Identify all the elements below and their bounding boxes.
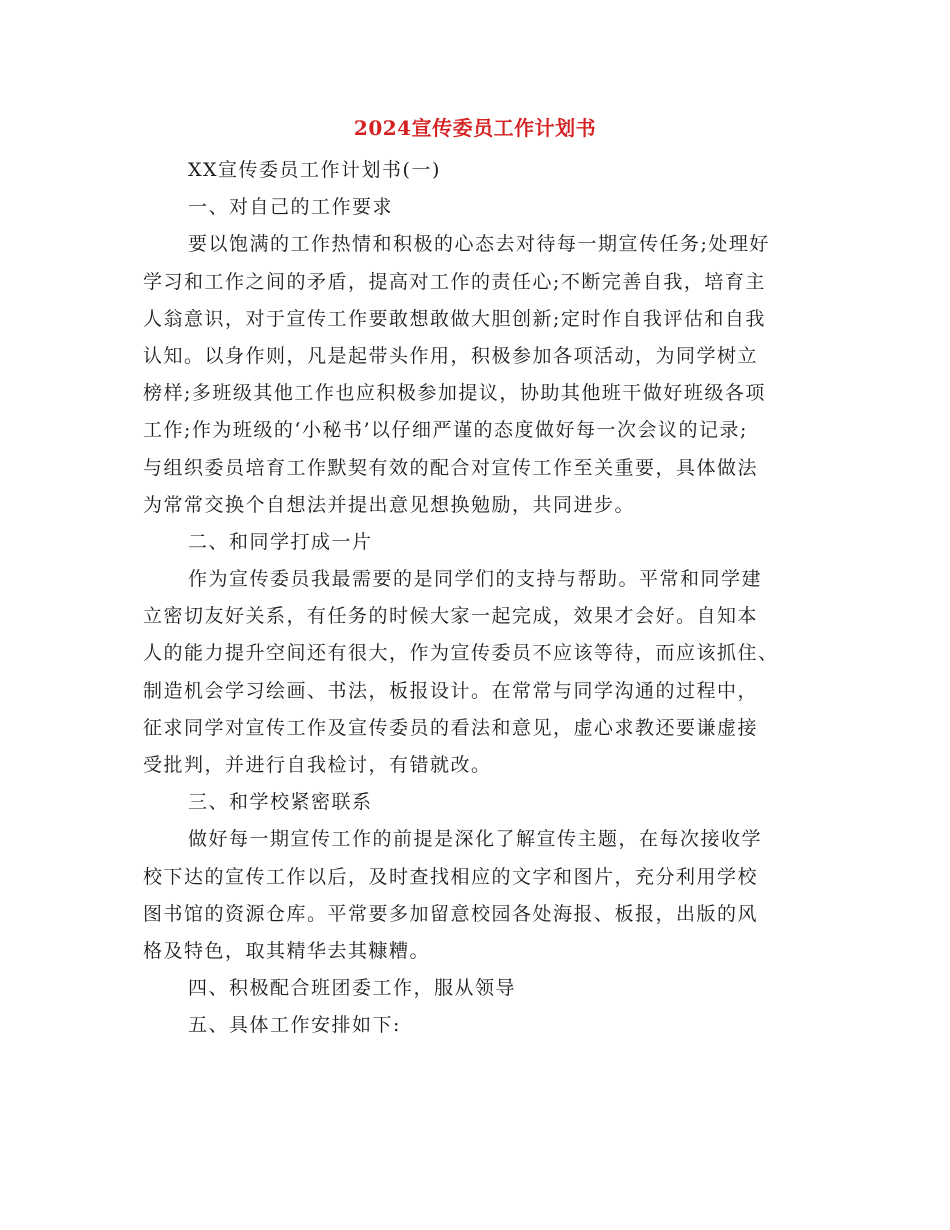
section-heading-1: 一、对自己的工作要求: [188, 196, 394, 219]
paragraph-line: 人翁意识，对于宣传工作要敢想敢做大胆创新;定时作自我评估和自我: [143, 307, 766, 330]
paragraph-line: 征求同学对宣传工作及宣传委员的看法和意见，虚心求教还要谦虚接: [143, 716, 759, 739]
section-heading-4: 四、积极配合班团委工作，服从领导: [188, 977, 517, 1000]
section-heading-5: 五、具体工作安排如下:: [188, 1014, 401, 1037]
paragraph-line: 为常常交换个自想法并提出意见想换勉励，共同进步。: [143, 493, 636, 516]
paragraph-line: 学习和工作之间的矛盾，提高对工作的责任心;不断完善自我，培育主: [143, 270, 766, 293]
paragraph-line: 立密切友好关系，有任务的时候大家一起完成，效果才会好。自知本: [143, 605, 759, 628]
paragraph-line: 做好每一期宣传工作的前提是深化了解宣传主题，在每次接收学: [188, 828, 763, 851]
section-heading-2: 二、和同学打成一片: [188, 530, 373, 553]
paragraph-line: 榜样;多班级其他工作也应积极参加提议，协助其他班干做好班级各项: [143, 382, 766, 405]
paragraph-line: 认知。以身作则，凡是起带头作用，积极参加各项活动，为同学树立: [143, 344, 759, 367]
paragraph-line: 图书馆的资源仓库。平常要多加留意校园各处海报、板报，出版的风: [143, 902, 759, 925]
document-body: [143, 152, 803, 1045]
paragraph-line: 工作;作为班级的‘小秘书’以仔细严谨的态度做好每一次会议的记录;: [143, 419, 748, 442]
paragraph-line: 格及特色，取其精华去其糠糟。: [143, 939, 431, 962]
paragraph-line: 人的能力提升空间还有很大，作为宣传委员不应该等待，而应该抓住、: [143, 642, 779, 665]
paragraph-line: 与组织委员培育工作默契有效的配合对宣传工作至关重要，具体做法: [143, 456, 759, 479]
section-heading-3: 三、和学校紧密联系: [188, 791, 373, 814]
paragraph-line: 校下达的宣传工作以后，及时查找相应的文字和图片，充分利用学校: [143, 865, 759, 888]
subtitle-line: XX宣传委员工作计划书(一): [188, 159, 441, 181]
paragraph-line: 作为宣传委员我最需要的是同学们的支持与帮助。平常和同学建: [188, 568, 763, 591]
paragraph-line: 制造机会学习绘画、书法，板报设计。在常常与同学沟通的过程中，: [143, 679, 759, 702]
paragraph-line: 要以饱满的工作热情和积极的心态去对待每一期宣传任务;处理好: [188, 233, 770, 256]
paragraph-line: 受批判，并进行自我检讨，有错就改。: [143, 754, 492, 776]
document-title: 2024宣传委员工作计划书: [353, 116, 597, 140]
